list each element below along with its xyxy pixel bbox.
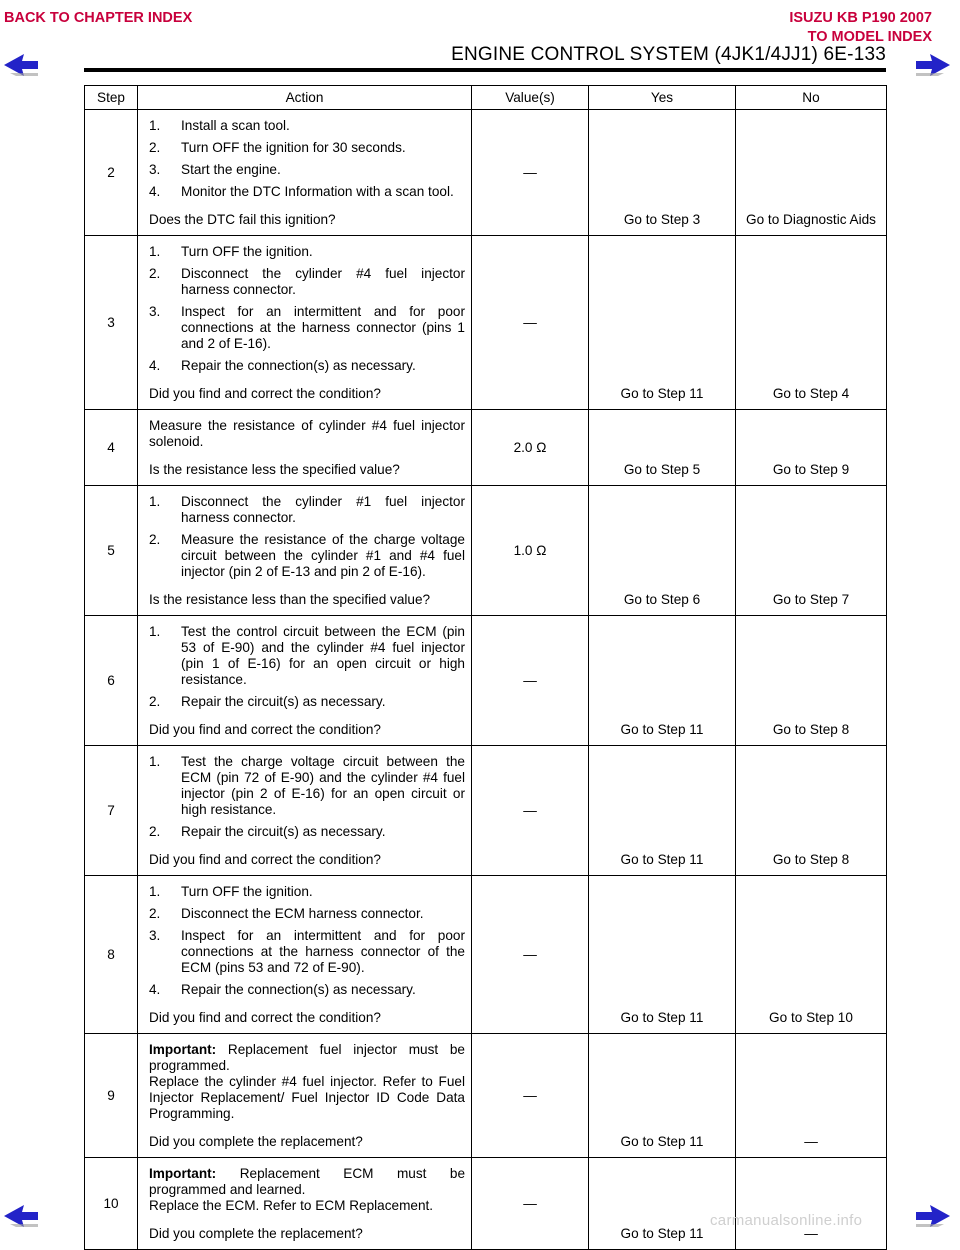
action-item-number: 1. xyxy=(149,494,161,509)
value-cell: — xyxy=(472,1158,589,1250)
step-number: 8 xyxy=(85,876,138,1034)
action-list-item xyxy=(149,494,465,526)
action-list-item xyxy=(149,532,465,580)
action-question: Does the DTC fail this ignition? xyxy=(149,212,336,227)
page-header: ENGINE CONTROL SYSTEM (4JK1/4JJ1) 6E-133 xyxy=(451,44,886,65)
action-item-text: Test the control circuit between the ECM (pin 53 of E-90) and the cylinder #4 fuel injector (pin 1 of E-16) for an open circuit or high resistance. xyxy=(181,624,465,687)
action-item-number: 1. xyxy=(149,624,161,639)
action-item-text: Monitor the DTC Information with a scan tool. xyxy=(181,184,454,199)
no-cell: Go to Step 8 xyxy=(736,746,887,876)
action-cell xyxy=(138,1034,472,1158)
action-item-number: 2. xyxy=(149,266,161,281)
arrow-left-icon[interactable] xyxy=(0,1201,42,1231)
step-number: 2 xyxy=(85,110,138,236)
table-row xyxy=(85,410,887,486)
back-to-chapter-index-link[interactable]: BACK TO CHAPTER INDEX xyxy=(4,10,193,26)
action-cell xyxy=(138,410,472,486)
action-item-number: 1. xyxy=(149,884,161,899)
important-label: Important: xyxy=(149,1166,217,1181)
step-number: 6 xyxy=(85,616,138,746)
action-cell xyxy=(138,616,472,746)
action-list-item xyxy=(149,140,465,156)
action-list-item xyxy=(149,824,465,840)
action-item-text: Turn OFF the ignition. xyxy=(181,884,313,899)
step-number: 5 xyxy=(85,486,138,616)
no-cell: — xyxy=(736,1158,887,1250)
important-text: Replacement ECM must be programmed and learned. xyxy=(149,1166,466,1197)
action-item-number: 2. xyxy=(149,824,161,839)
table-row xyxy=(85,746,887,876)
action-list-item xyxy=(149,982,465,998)
action-item-text: Repair the circuit(s) as necessary. xyxy=(181,694,386,709)
arrow-right-icon[interactable] xyxy=(912,1201,954,1231)
no-cell: Go to Step 10 xyxy=(736,876,887,1034)
important-text: Replacement fuel injector must be programmed. xyxy=(149,1042,465,1073)
action-question: Is the resistance less the specified value? xyxy=(149,462,400,477)
action-item-number: 1. xyxy=(149,118,161,133)
table-row xyxy=(85,1034,887,1158)
action-text: Measure the resistance of cylinder #4 fuel injector solenoid. xyxy=(149,418,465,449)
action-item-number: 4. xyxy=(149,184,161,199)
action-cell xyxy=(138,1158,472,1250)
action-cell xyxy=(138,236,472,410)
column-header-values: Value(s) xyxy=(472,86,589,110)
step-number: 7 xyxy=(85,746,138,876)
value-cell: — xyxy=(472,110,589,236)
no-cell: Go to Step 7 xyxy=(736,486,887,616)
column-header-no: No xyxy=(736,86,887,110)
action-item-number: 4. xyxy=(149,358,161,373)
action-question: Did you find and correct the condition? xyxy=(149,852,381,867)
action-item-number: 2. xyxy=(149,532,161,547)
action-list-item xyxy=(149,754,465,818)
yes-cell: Go to Step 11 xyxy=(589,1034,736,1158)
action-item-text: Start the engine. xyxy=(181,162,281,177)
table-row xyxy=(85,110,887,236)
action-item-text: Disconnect the ECM harness connector. xyxy=(181,906,424,921)
yes-cell: Go to Step 5 xyxy=(589,410,736,486)
action-item-text: Inspect for an intermittent and for poor connections at the harness connector (pins 1 and 2 of E-16). xyxy=(181,304,465,351)
no-cell: — xyxy=(736,1034,887,1158)
action-list-item xyxy=(149,266,465,298)
action-cell xyxy=(138,486,472,616)
action-item-number: 3. xyxy=(149,162,161,177)
table-row xyxy=(85,616,887,746)
no-cell: Go to Step 8 xyxy=(736,616,887,746)
no-cell: Go to Step 9 xyxy=(736,410,887,486)
action-list-item xyxy=(149,906,465,922)
action-item-number: 4. xyxy=(149,982,161,997)
action-item-number: 1. xyxy=(149,244,161,259)
action-list-item xyxy=(149,118,465,134)
action-item-text: Install a scan tool. xyxy=(181,118,290,133)
yes-cell: Go to Step 6 xyxy=(589,486,736,616)
action-text: Replace the ECM. Refer to ECM Replacement. xyxy=(149,1198,434,1213)
action-list-item xyxy=(149,624,465,688)
action-item-text: Repair the connection(s) as necessary. xyxy=(181,982,416,997)
step-number: 10 xyxy=(85,1158,138,1250)
value-cell: 1.0 Ω xyxy=(472,486,589,616)
action-item-number: 3. xyxy=(149,304,161,319)
action-item-text: Inspect for an intermittent and for poor connections at the harness connector of the ECM (pins 53 and 72 of E-90). xyxy=(181,928,465,975)
value-cell: — xyxy=(472,876,589,1034)
yes-cell: Go to Step 11 xyxy=(589,876,736,1034)
action-item-number: 1. xyxy=(149,754,161,769)
step-number: 4 xyxy=(85,410,138,486)
action-question: Did you complete the replacement? xyxy=(149,1134,363,1149)
table-row xyxy=(85,876,887,1034)
action-text: Replace the cylinder #4 fuel injector. Refer to Fuel Injector Replacement/ Fuel Injector ID Code Data Programming. xyxy=(149,1074,465,1121)
table-header-row xyxy=(85,86,887,110)
action-question: Is the resistance less than the specified value? xyxy=(149,592,431,607)
action-cell xyxy=(138,110,472,236)
no-cell: Go to Diagnostic Aids xyxy=(736,110,887,236)
action-item-number: 2. xyxy=(149,906,161,921)
action-item-text: Repair the circuit(s) as necessary. xyxy=(181,824,386,839)
yes-cell: Go to Step 11 xyxy=(589,746,736,876)
important-note xyxy=(149,1166,465,1198)
action-question: Did you find and correct the condition? xyxy=(149,1010,381,1025)
action-list-item xyxy=(149,162,465,178)
important-note xyxy=(149,1042,465,1074)
value-cell: — xyxy=(472,616,589,746)
action-cell xyxy=(138,746,472,876)
action-item-number: 2. xyxy=(149,140,161,155)
action-cell xyxy=(138,876,472,1034)
yes-cell: Go to Step 3 xyxy=(589,110,736,236)
yes-cell: Go to Step 11 xyxy=(589,616,736,746)
step-number: 3 xyxy=(85,236,138,410)
action-list-item xyxy=(149,694,465,710)
action-item-text: Measure the resistance of the charge voltage circuit between the cylinder #1 and #4 fuel injector (pin 2 of E-13 and pin 2 of E-16). xyxy=(181,532,465,579)
step-number: 9 xyxy=(85,1034,138,1158)
column-header-yes: Yes xyxy=(589,86,736,110)
action-item-text: Test the charge voltage circuit between the ECM (pin 72 of E-90) and the cylinder #4 fuel injector (pin 2 of E-16) for an open circuit or high resistance. xyxy=(181,754,465,817)
to-model-index-link[interactable]: TO MODEL INDEX xyxy=(807,29,932,45)
action-item-text: Turn OFF the ignition. xyxy=(181,244,313,259)
yes-cell: Go to Step 11 xyxy=(589,236,736,410)
value-cell: — xyxy=(472,236,589,410)
action-list-item xyxy=(149,928,465,976)
arrow-left-icon[interactable] xyxy=(0,50,42,80)
diagnostic-step-table xyxy=(84,85,887,1250)
column-header-action: Action xyxy=(138,86,472,110)
table-row xyxy=(85,486,887,616)
value-cell: — xyxy=(472,1034,589,1158)
action-list-item xyxy=(149,358,465,374)
action-list-item xyxy=(149,244,465,260)
action-item-text: Turn OFF the ignition for 30 seconds. xyxy=(181,140,406,155)
watermark: carmanualsonline.info xyxy=(710,1212,863,1229)
column-header-step: Step xyxy=(85,86,138,110)
yes-cell: Go to Step 11 xyxy=(589,1158,736,1250)
header-rule xyxy=(84,68,886,72)
action-item-text: Repair the connection(s) as necessary. xyxy=(181,358,416,373)
action-item-number: 2. xyxy=(149,694,161,709)
action-question: Did you find and correct the condition? xyxy=(149,386,381,401)
action-item-text: Disconnect the cylinder #4 fuel injector harness connector. xyxy=(181,266,465,297)
action-question: Did you find and correct the condition? xyxy=(149,722,381,737)
action-list-item xyxy=(149,184,465,200)
action-item-text: Disconnect the cylinder #1 fuel injector harness connector. xyxy=(181,494,465,525)
table-row xyxy=(85,1158,887,1250)
value-cell: 2.0 Ω xyxy=(472,410,589,486)
no-cell: Go to Step 4 xyxy=(736,236,887,410)
important-label: Important: xyxy=(149,1042,217,1057)
action-list-item xyxy=(149,304,465,352)
action-question: Did you complete the replacement? xyxy=(149,1226,363,1241)
arrow-right-icon[interactable] xyxy=(912,50,954,80)
value-cell: — xyxy=(472,746,589,876)
action-item-number: 3. xyxy=(149,928,161,943)
model-title: ISUZU KB P190 2007 xyxy=(789,10,932,26)
action-list-item xyxy=(149,884,465,900)
table-row xyxy=(85,236,887,410)
